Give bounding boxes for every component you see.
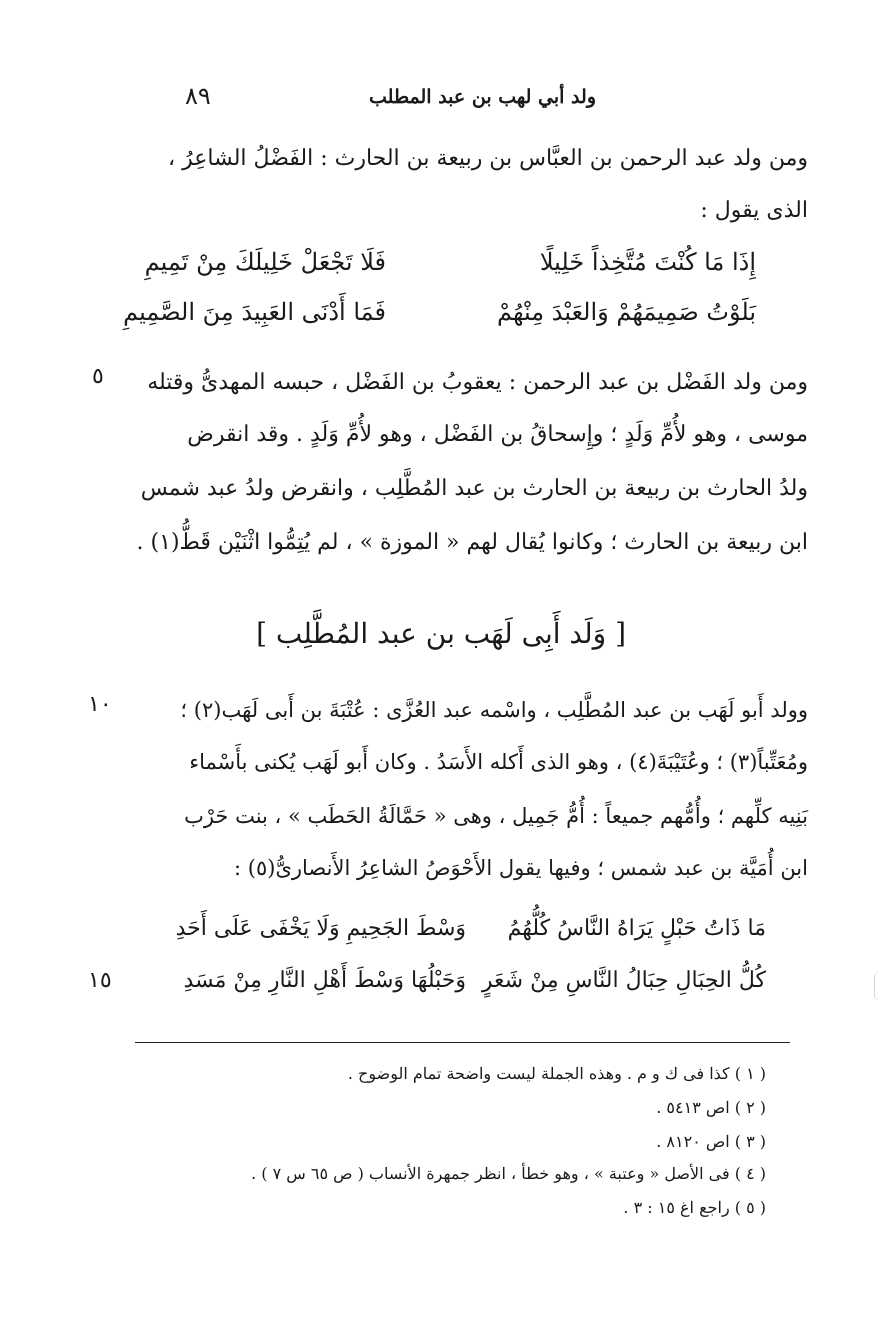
verse1-hemistich-r2: بَلَوْتُ صَمِيمَهُمْ وَالعَبْدَ مِنْهُمْ xyxy=(496,298,756,326)
margin-number-15: ١٥ xyxy=(88,968,112,993)
page-edge-mark xyxy=(874,972,885,1000)
para3-line-4: ابن أُمَيَّة بن عبد شمس ؛ وفيها يقول الأَحْوَصُ الشاعِرُ الأَنصارىُّ(٥) : xyxy=(234,856,808,880)
verse2-hemistich-r1: مَا ذَاتُ حَبْلٍ يَرَاهُ النَّاسُ كُلُّهُمُ xyxy=(507,916,766,941)
margin-number-5: ٥ xyxy=(92,364,104,389)
para3-line-1: وولد أَبو لَهَب بن عبد المُطَّلِب ، واسْمه عبد العُزَّى : عُتْبَةَ بن أَبى لَهَب(٢) ؛ xyxy=(180,698,808,722)
verse2-hemistich-l1: وَسْطَ الجَحِيمِ وَلَا يَخْفَى عَلَى أَحَدِ xyxy=(175,916,466,941)
running-title: ولد أبي لهب بن عبد المطلب xyxy=(369,86,596,108)
para2-line-4: ابن ربيعة بن الحارث ؛ وكانوا يُقال لهم « الموزة » ، لم يُتِمُّوا اثْنَيْن قَطُّ(١) . xyxy=(136,530,808,555)
intro-line-2: الذى يقول : xyxy=(700,198,808,223)
verse1-hemistich-r1: إِذَا مَا كُنْتَ مُتَّخِذاً خَلِيلًا xyxy=(539,248,756,276)
para3-line-3: بَنِيه كلِّهم ؛ وأُمُّهم جميعاً : أُمُّ جَمِيل ، وهى « حَمَّالَةُ الحَطَب » ، بنت حَرْب xyxy=(184,804,808,828)
para2-line-1: ومن ولد الفَضْل بن عبد الرحمن : يعقوبُ بن الفَضْل ، حبسه المهدىُّ وقتله xyxy=(147,370,808,395)
para2-line-3: ولدُ الحارث بن ربيعة بن الحارث بن عبد المُطَّلِب ، وانقرض ولدُ عبد شمس xyxy=(140,476,808,501)
verse1-hemistich-l2: فَمَا أَدْنَى العَبِيدَ مِنَ الصَّمِيمِ xyxy=(123,298,386,326)
verse2-hemistich-l2: وَحَبْلُهَا وَسْطَ أَهْلِ النَّارِ مِنْ مَسَدِ xyxy=(183,968,466,993)
footnote-3: ( ٣ ) اص ٨١٢٠ . xyxy=(656,1132,766,1151)
section-heading: [ وَلَد أَبِى لَهَب بن عبد المُطَّلِب ] xyxy=(256,617,626,650)
footnote-1: ( ١ ) كذا فى ك و م . وهذه الجملة ليست واضحة تمام الوضوح . xyxy=(347,1064,766,1083)
verse1-hemistich-l1: فَلَا تَجْعَلْ خَلِيلَكَ مِنْ تَمِيمِ xyxy=(144,248,386,276)
para2-line-2: موسى ، وهو لأُمِّ وَلَدٍ ؛ وإِسحاقُ بن الفَضْل ، وهو لأُمِّ وَلَدٍ . وقد انقرض xyxy=(187,422,808,447)
verse2-hemistich-r2: كُلُّ الحِبَالِ حِبَالُ النَّاسِ مِنْ شَعَرٍ xyxy=(481,968,766,993)
page-number: ٨٩ xyxy=(185,82,211,110)
footnote-rule xyxy=(135,1042,790,1043)
footnote-5: ( ٥ ) راجع اغ ١٥ : ٣ . xyxy=(623,1198,766,1217)
intro-line-1: ومن ولد عبد الرحمن بن العبَّاس بن ربيعة بن الحارث : الفَضْلُ الشاعِرُ ، xyxy=(168,146,808,171)
footnote-4: ( ٤ ) فى الأصل « وعتبة » ، وهو خطأ ، انظر جمهرة الأنساب ( ص ٦٥ س ٧ ) . xyxy=(251,1164,766,1183)
footnote-2: ( ٢ ) اص ٥٤١٣ . xyxy=(656,1098,766,1117)
margin-number-10: ١٠ xyxy=(88,692,112,717)
para3-line-2: ومُعَتِّباً(٣) ؛ وعُتَيْبَةَ(٤) ، وهو الذى أَكله الأَسَدُ . وكان أَبو لَهَب يُكنى بأَسْماء xyxy=(189,750,808,774)
